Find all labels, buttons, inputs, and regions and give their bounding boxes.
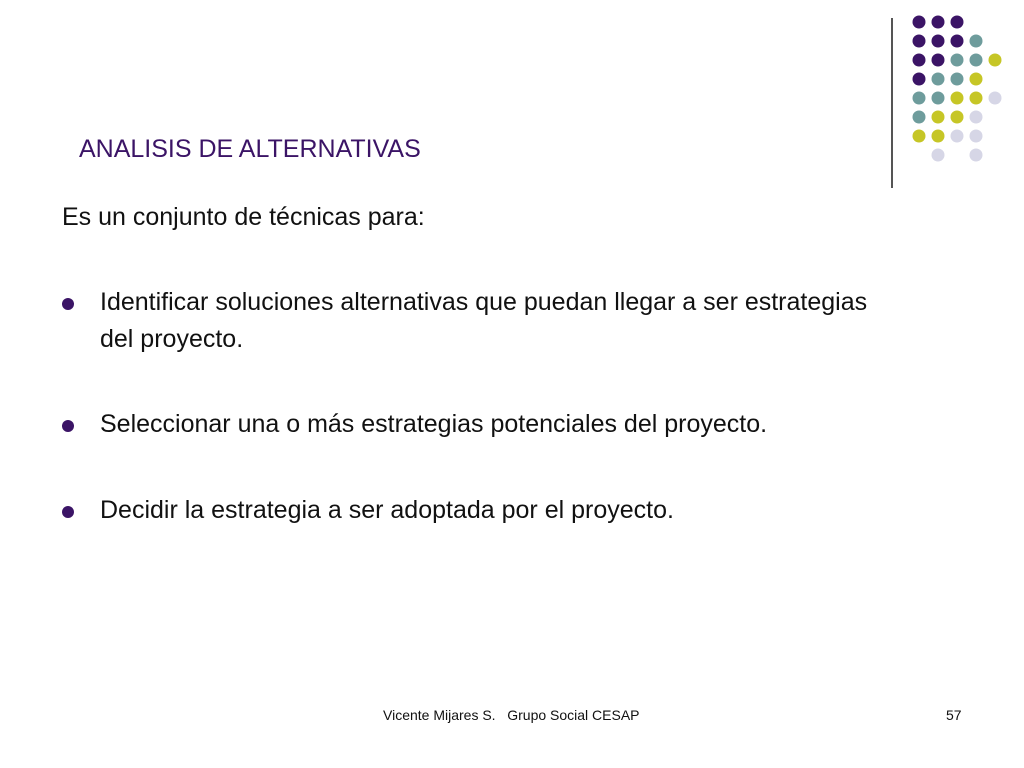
bullet-icon bbox=[62, 420, 74, 432]
decorative-dot bbox=[913, 35, 926, 48]
decorative-dot bbox=[913, 54, 926, 67]
decorative-dot bbox=[970, 149, 983, 162]
bullet-text: Decidir la estrategia a ser adoptada por el proyecto. bbox=[100, 496, 674, 524]
decorative-dot-pattern bbox=[0, 0, 1024, 200]
decorative-dot bbox=[951, 16, 964, 29]
decorative-dot bbox=[932, 149, 945, 162]
decorative-dot bbox=[932, 35, 945, 48]
decorative-dot bbox=[932, 73, 945, 86]
decorative-dot bbox=[913, 92, 926, 105]
decorative-dot bbox=[951, 92, 964, 105]
bullet-text: Seleccionar una o más estrategias potenciales del proyecto. bbox=[100, 410, 768, 438]
decorative-dot bbox=[932, 16, 945, 29]
slide-title: ANALISIS DE ALTERNATIVAS bbox=[79, 135, 421, 163]
footer-text: Vicente Mijares S. Grupo Social CESAP bbox=[383, 707, 640, 723]
decorative-dot bbox=[970, 35, 983, 48]
bullet-icon bbox=[62, 506, 74, 518]
decorative-dot bbox=[970, 92, 983, 105]
bullet-icon bbox=[62, 298, 74, 310]
page-number: 57 bbox=[946, 707, 962, 723]
decorative-dot bbox=[951, 54, 964, 67]
decorative-dot bbox=[989, 54, 1002, 67]
decorative-dot bbox=[932, 54, 945, 67]
bullet-item bbox=[62, 406, 902, 443]
decorative-dot bbox=[951, 73, 964, 86]
intro-text: Es un conjunto de técnicas para: bbox=[62, 203, 425, 231]
decorative-dot bbox=[913, 130, 926, 143]
bullet-text: Identificar soluciones alternativas que puedan llegar a ser estrategias del proyecto. bbox=[100, 288, 868, 353]
decorative-dot bbox=[970, 54, 983, 67]
decorative-divider bbox=[891, 18, 893, 188]
decorative-dot bbox=[970, 111, 983, 124]
decorative-dot bbox=[932, 111, 945, 124]
decorative-dot bbox=[970, 73, 983, 86]
bullet-item bbox=[62, 284, 902, 358]
decorative-dot bbox=[913, 73, 926, 86]
decorative-dot bbox=[951, 111, 964, 124]
decorative-dot bbox=[989, 92, 1002, 105]
decorative-dot bbox=[913, 16, 926, 29]
decorative-dot bbox=[932, 92, 945, 105]
decorative-dot bbox=[951, 130, 964, 143]
decorative-dot bbox=[913, 111, 926, 124]
decorative-dot bbox=[951, 35, 964, 48]
decorative-dot bbox=[932, 130, 945, 143]
decorative-dot bbox=[970, 130, 983, 143]
bullet-item bbox=[62, 492, 902, 529]
